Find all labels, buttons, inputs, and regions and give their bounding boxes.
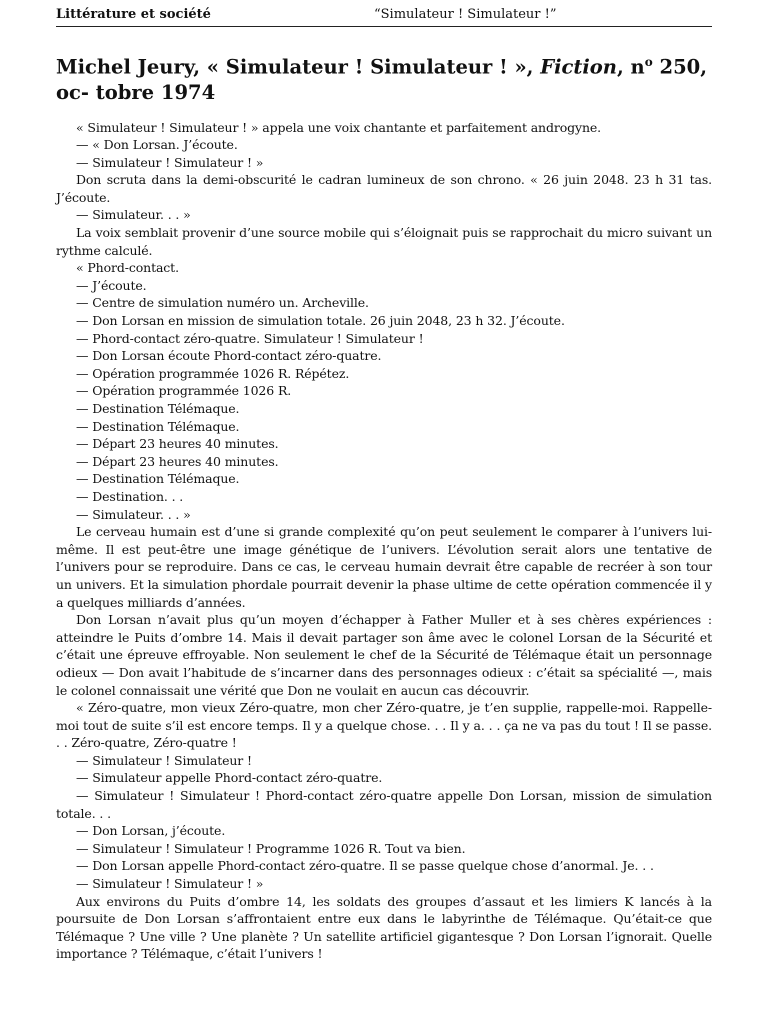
paragraph: — Don Lorsan écoute Phord-contact zéro-quatre.	[76, 348, 382, 364]
paragraph: — Opération programmée 1026 R. Répétez.	[76, 365, 350, 381]
paragraph: — Don Lorsan en mission de simulation totale. 26 juin 2048, 23 h 32. J’écoute.	[76, 313, 565, 329]
paragraph: « Simulateur ! Simulateur ! » appela une voix chantante et parfaitement androgyne.	[76, 119, 602, 135]
paragraph: Aux environs du Puits d’ombre 14, les soldats des groupes d’assaut et les limiers K lancés à la poursuite de Don Lorsan s’affrontaient entre eux dans le labyrinthe de Télémaque. Qu’était-ce que Télémaque ? Une ville ? Une planète ? Un satellite artificiel gigantesque ? Don Lorsan l’ignorait. Quelle importance ? Télémaque, c’était l’univers !	[56, 893, 712, 962]
paragraph: — Simulateur. . . »	[76, 207, 191, 223]
article-body	[56, 119, 712, 964]
chapter-title: “Simulateur ! Simulateur !”	[374, 7, 557, 22]
paragraph: — Opération programmée 1026 R.	[76, 383, 292, 399]
paragraph: — Destination. . .	[76, 488, 184, 504]
paragraph: Le cerveau humain est d’une si grande complexité qu’on peut seulement le comparer à l’univers lui-même. Il est peut-être une image génétique de l’univers. L’évolution serait alors une tentative de l’univers pour se reproduire. Dans ce cas, le cerveau humain devrait être capable de recréer à son tour un univers. Et la simulation phordale pourrait devenir la phase ultime de cette opération commencée il y a quelques milliards d’années.	[56, 524, 712, 610]
paragraph: — Centre de simulation numéro un. Archeville.	[76, 295, 369, 311]
paragraph: — Destination Télémaque.	[76, 418, 240, 434]
paragraph: — Simulateur ! Simulateur ! »	[76, 876, 264, 892]
paragraph: — Don Lorsan, j’écoute.	[76, 823, 226, 839]
paragraph: — Don Lorsan appelle Phord-contact zéro-quatre. Il se passe quelque chose d’anormal. Je. . .	[76, 858, 654, 874]
section-title: Littérature et société	[56, 7, 211, 22]
issue-superscript: o	[644, 55, 653, 69]
paragraph: « Zéro-quatre, mon vieux Zéro-quatre, mon cher Zéro-quatre, je t’en supplie, rappelle-moi. Rappelle-moi tout de suite s’il est encore temps. Il y a quelque chose. . . Il y a. . . ça ne va pas du tout ! Il se passe. . . Zéro-quatre, Zéro-quatre !	[56, 700, 712, 751]
paragraph: — « Don Lorsan. J’écoute.	[76, 137, 238, 153]
journal-name: Fiction	[540, 55, 617, 79]
issue-rest: 250, oc- tobre 1974	[56, 55, 708, 104]
paragraph: — Simulateur ! Simulateur !	[76, 752, 252, 768]
paragraph: — Simulateur appelle Phord-contact zéro-quatre.	[76, 770, 383, 786]
title-lead: Michel Jeury, « Simulateur ! Simulateur ! »,	[56, 55, 541, 79]
paragraph: — Simulateur. . . »	[76, 506, 191, 522]
paragraph: — Destination Télémaque.	[76, 401, 240, 416]
issue-prefix: , n	[616, 55, 645, 79]
article-title	[56, 50, 712, 105]
paragraph: — Phord-contact zéro-quatre. Simulateur ! Simulateur !	[76, 330, 424, 346]
paragraph: — Départ 23 heures 40 minutes.	[76, 453, 279, 469]
paragraph: Don scruta dans la demi-obscurité le cadran lumineux de son chrono. « 26 juin 2048. 23 h 31 tas. J’écoute.	[56, 172, 712, 205]
paragraph: « Phord-contact.	[76, 260, 179, 276]
running-header	[56, 0, 712, 27]
paragraph: — Départ 23 heures 40 minutes.	[76, 436, 279, 452]
paragraph: — Destination Télémaque.	[76, 471, 240, 487]
paragraph: — Simulateur ! Simulateur ! Phord-contact zéro-quatre appelle Don Lorsan, mission de simulation totale. . .	[56, 788, 712, 821]
paragraph: La voix semblait provenir d’une source mobile qui s’éloignait puis se rapprochait du micro suivant un rythme calculé.	[56, 225, 712, 258]
paragraph: — J’écoute.	[76, 277, 147, 293]
paragraph: — Simulateur ! Simulateur ! »	[76, 154, 264, 170]
paragraph: — Simulateur ! Simulateur ! Programme 1026 R. Tout va bien.	[76, 840, 466, 856]
page	[56, 0, 712, 963]
paragraph: Don Lorsan n’avait plus qu’un moyen d’échapper à Father Muller et à ses chères expériences : atteindre le Puits d’ombre 14. Mais il devait partager son âme avec le colonel Lorsan de la Sécurité et c’était une épreuve effroyable. Non seulement le chef de la Sécurité de Télémaque était un personnage odieux — Don avait l’habitude de s’incarner dans des personnages odieux : c’était sa spécialité —, mais le colonel connaissait une vérité que Don ne voulait en aucun cas découvrir.	[56, 612, 712, 698]
